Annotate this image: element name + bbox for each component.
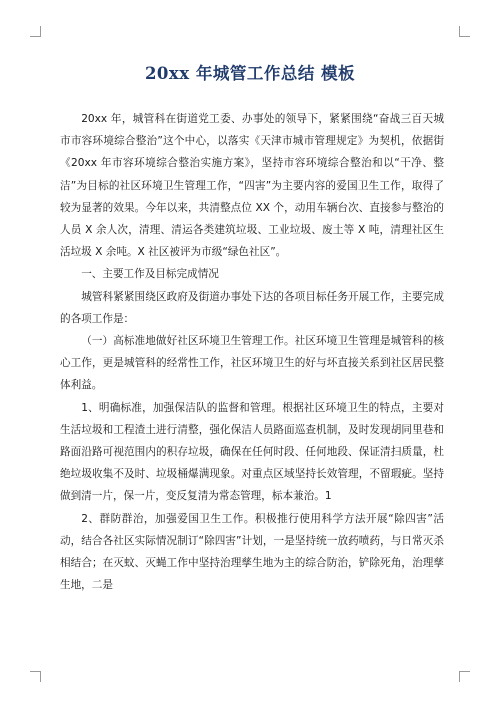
- document-title: 20xx 年城管工作总结 模板: [144, 64, 356, 83]
- document-body: [60, 108, 444, 596]
- crop-mark-top-right: [459, 26, 470, 37]
- crop-mark-top-left: [30, 26, 41, 37]
- crop-mark-bottom-left: [30, 671, 41, 682]
- crop-mark-bottom-right: [459, 671, 470, 682]
- paragraph-item-1: 1、明确标准，加强保洁队的监督和管理。根据社区环境卫生的特点，主要对生活垃圾和工程渣土进行清整，强化保洁人员路面巡查机制，及时发现胡同里巷和路面沿路可视范围内的积存垃圾，确保在任何时段、任何地段、保证清扫质量，杜绝垃圾收集不及时、垃圾桶爆满现象。对重点区域坚持长效管理，不留瑕疵。坚持做到清一片，保一片，变反复清为常态管理，标本兼治。1: [60, 401, 444, 503]
- subsection-heading-sanitation: （一）高标准地做好社区环境卫生管理工作。社区环境卫生管理是城管科的核心工作，更是城管科的经常性工作，社区环境卫生的好与坏直接关系到社区居民整体利益。: [60, 335, 444, 392]
- section-heading-main-work: 一、主要工作及目标完成情况: [81, 268, 219, 281]
- paragraph-intro: 20xx 年，城管科在街道党工委、办事处的领导下，紧紧围绕“奋战三百天城市市容环境综合整治”这个中心，以落实《天津市城市管理规定》为契机，依据街《20xx 年市容环境综合整治实施方案》，坚持市容环境综合整治和以“干净、整洁”为目标的社区环境卫生管理工作，“四害”为主要内容的爱国卫生工作，取得了较为显著的效果。今年以来，共清整点位 XX 个，动用车辆台次、直接参与整治的人员 X 余人次，清理、清运各类建筑垃圾、工业垃圾、废土等 X 吨，清理社区生活垃圾 X 余吨。X 社区被评为市级“绿色社区”。: [60, 113, 444, 259]
- paragraph-overview: 城管科紧紧围绕区政府及街道办事处下达的各项目标任务开展工作，主要完成的各项工作是：: [60, 290, 444, 325]
- paragraph-item-2: 2、群防群治，加强爱国卫生工作。积极推行使用科学方法开展“除四害”活动，结合各社区实际情况制订“除四害”计划，一是坚持统一放药喷药，与日常灭杀相结合；在灭蚊、灭蝇工作中坚持治理孳生地为主的综合防治，铲除死角，治理孳生地，二是: [60, 512, 444, 592]
